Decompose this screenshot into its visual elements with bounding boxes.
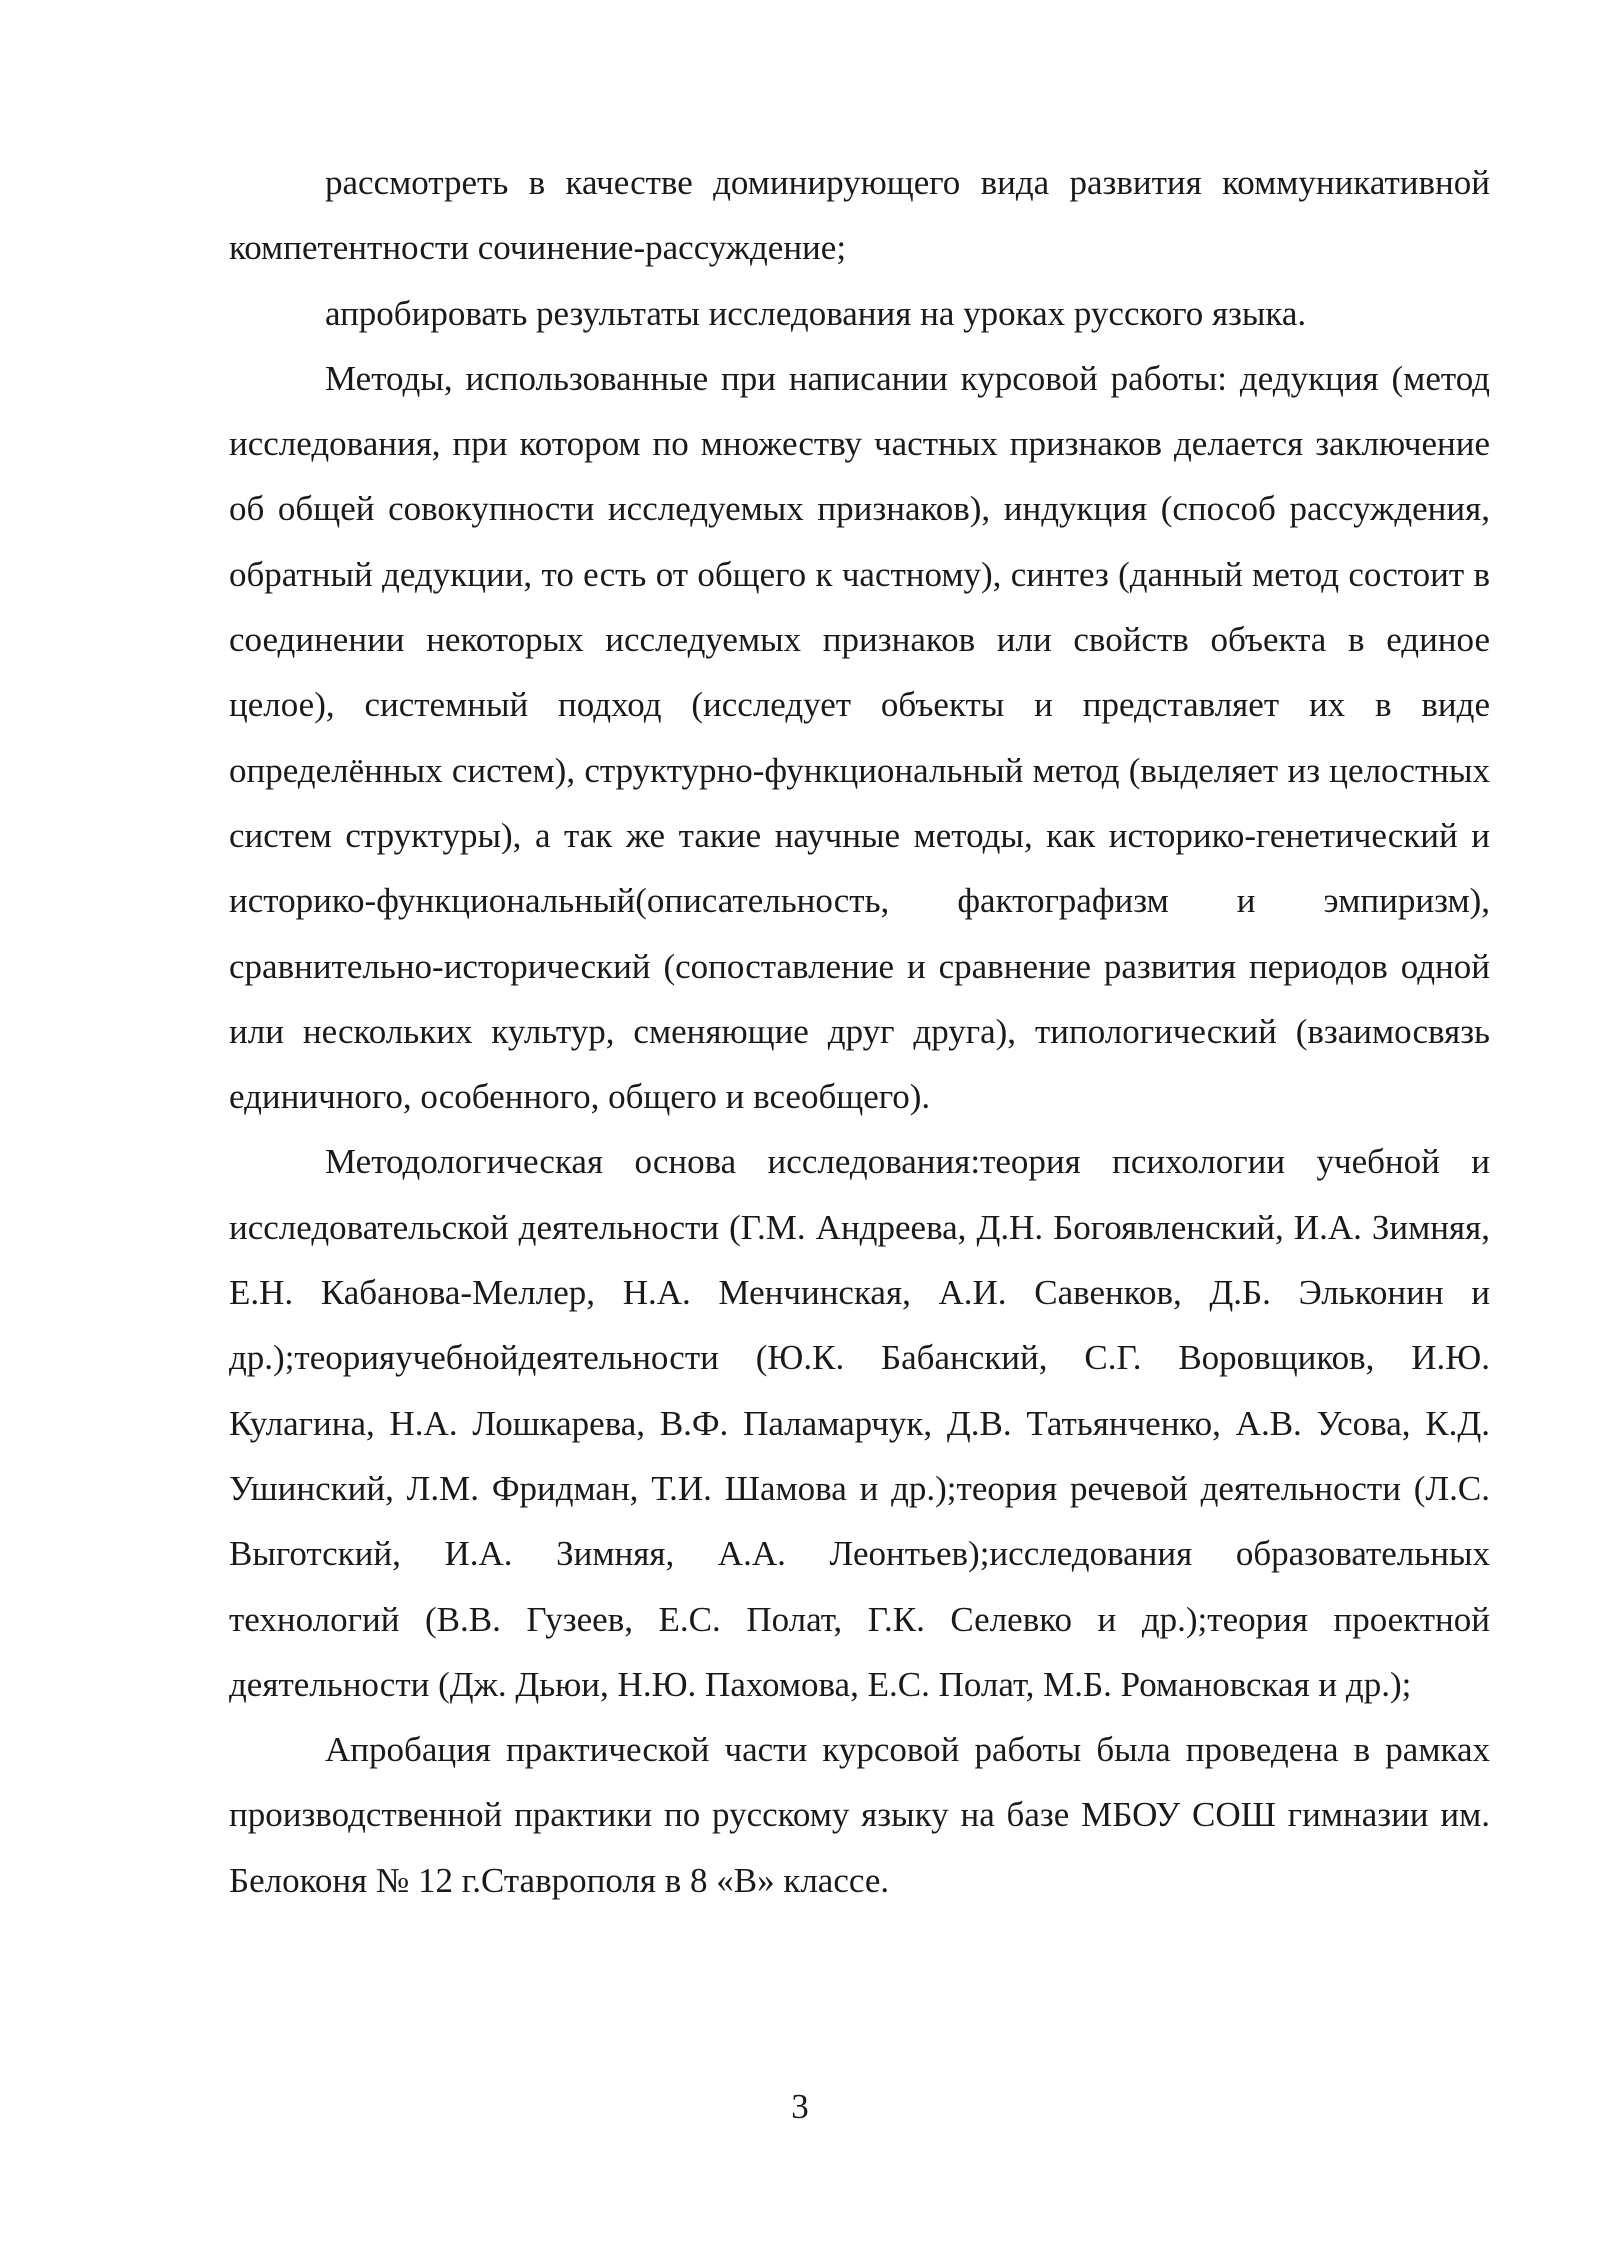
- page-number: 3: [791, 2087, 809, 2126]
- paragraph-goal-composition: рассмотреть в качестве доминирующего вида развития коммуникативной компетентности сочинение-рассуждение;: [229, 163, 1490, 268]
- body-text: [229, 150, 1490, 1913]
- paragraph-goal-approbation: апробировать результаты исследования на уроках русского языка.: [325, 293, 1307, 333]
- paragraph-methodological-basis: Методологическая основа исследования:теория психологии учебной и исследовательской деятельности (Г.М. Андреева, Д.Н. Богоявленский, И.А. Зимняя, Е.Н. Кабанова-Меллер, Н.А. Менчинская, А.И. Савенков, Д.Б. Эльконин и др.);теорияучебнойдеятельности (Ю.К. Бабанский, С.Г. Воровщиков, И.Ю. Кулагина, Н.А. Лошкарева, В.Ф. Паламарчук, Д.В. Татьянченко, А.В. Усова, К.Д. Ушинский, Л.М. Фридман, Т.И. Шамова и др.);теория речевой деятельности (Л.С. Выготский, И.А. Зимняя, А.А. Леонтьев);исследования образовательных технологий (В.В. Гузеев, Е.С. Полат, Г.К. Селевко и др.);теория проектной деятельности (Дж. Дьюи, Н.Ю. Пахомова, Е.С. Полат, М.Б. Романовская и др.);: [229, 1142, 1490, 1704]
- paragraph-approbation-practice: Апробация практической части курсовой работы была проведена в рамках производственной практики по русскому языку на базе МБОУ СОШ гимназии им. Белоконя № 12 г.Ставрополя в 8 «В» классе.: [229, 1730, 1490, 1900]
- paragraph-methods: Методы, использованные при написании курсовой работы: дедукция (метод исследования, при котором по множеству частных признаков делается заключение об общей совокупности исследуемых признаков), индукция (способ рассуждения, обратный дедукции, то есть от общего к частному), синтез (данный метод состоит в соединении некоторых исследуемых признаков или свойств объекта в единое целое), системный подход (исследует объекты и представляет их в виде определённых систем), структурно-функциональный метод (выделяет из целостных систем структуры), а так же такие научные методы, как историко-генетический и историко-функциональный(описательность, фактографизм и эмпиризм), сравнительно-исторический (сопоставление и сравнение развития периодов одной или нескольких культур, сменяющие друг друга), типологический (взаимосвязь единичного, особенного, общего и всеобщего).: [229, 358, 1490, 1117]
